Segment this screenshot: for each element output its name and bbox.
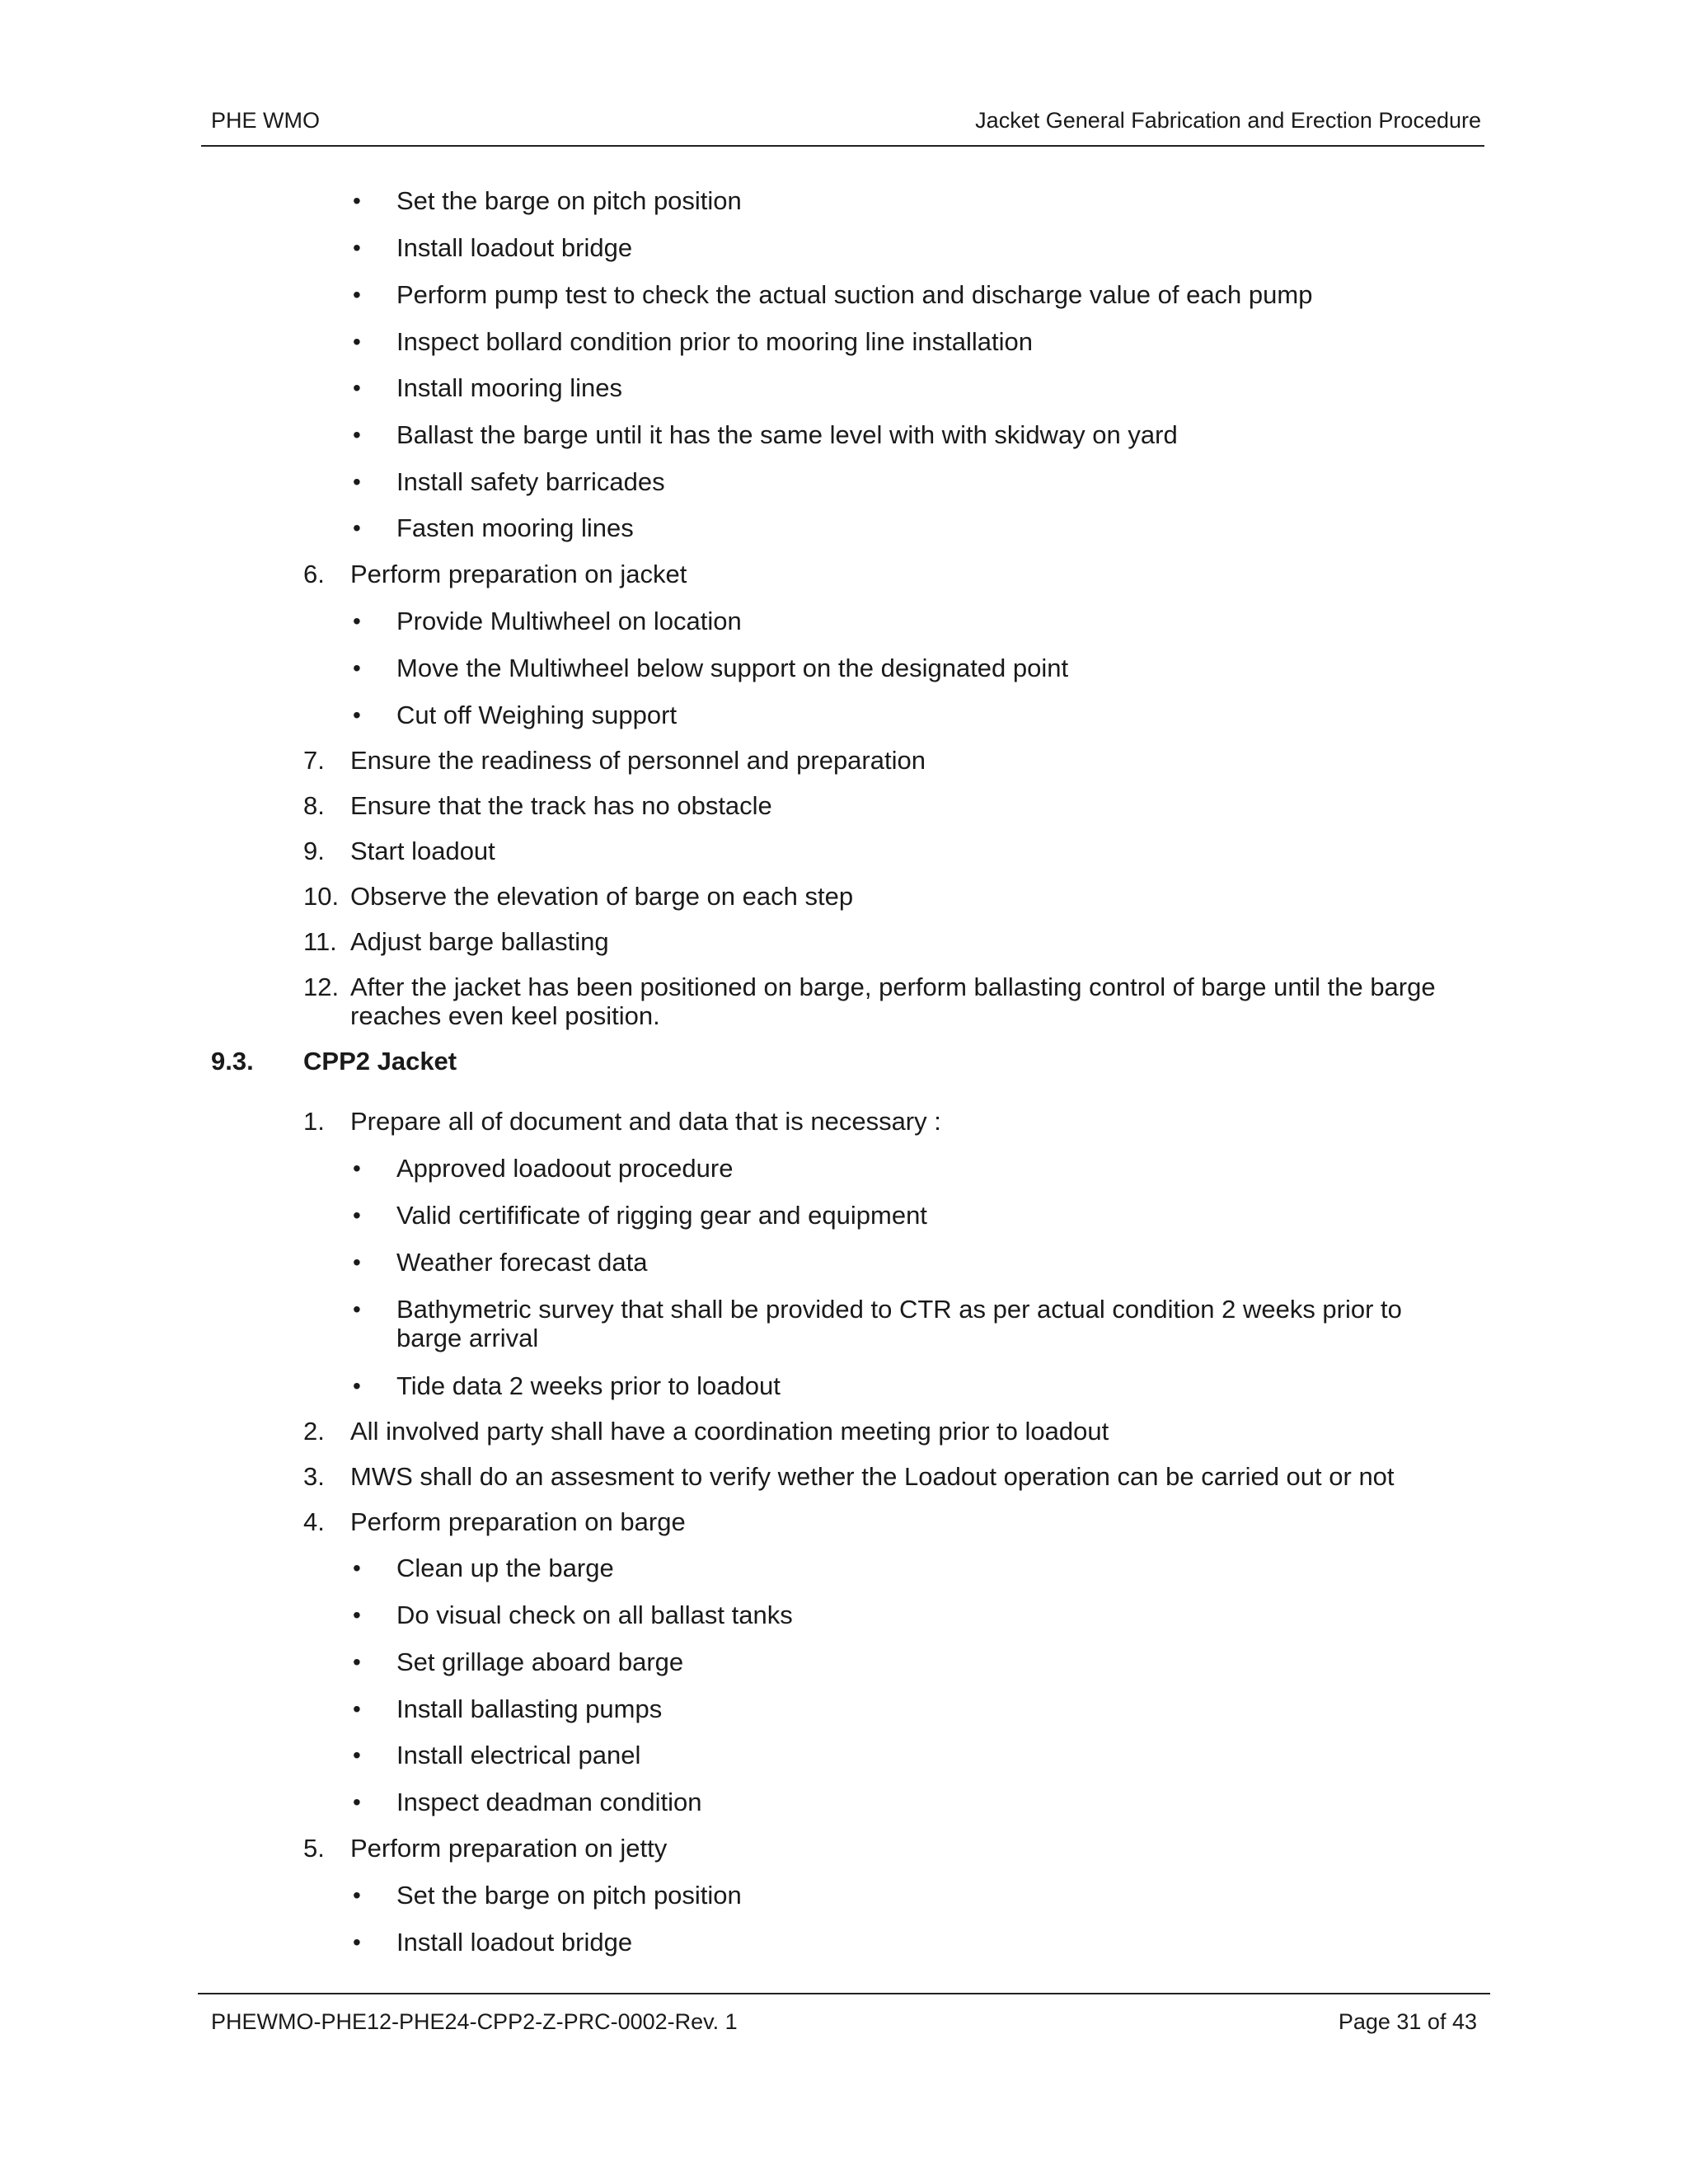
item-number: 11.	[303, 927, 337, 956]
bullet-mark: •	[353, 422, 361, 448]
header-left: PHE WMO	[211, 108, 320, 133]
item-number: 7.	[303, 746, 325, 775]
bullet-text: Do visual check on all ballast tanks	[396, 1601, 793, 1629]
item-number: 4.	[303, 1507, 325, 1536]
header-right: Jacket General Fabrication and Erection Procedure	[975, 108, 1481, 133]
item-text: Prepare all of document and data that is necessary :	[350, 1107, 941, 1136]
bullet-text: Bathymetric survey that shall be provided to CTR as per actual condition 2 weeks prior to	[396, 1295, 1402, 1324]
bullet-mark: •	[353, 608, 361, 634]
bullet-mark: •	[353, 1602, 361, 1628]
bullet-mark: •	[353, 1155, 361, 1181]
bullet-text: Ballast the barge until it has the same level with with skidway on yard	[396, 420, 1178, 449]
bullet-text: Move the Multiwheel below support on the designated point	[396, 654, 1069, 682]
footer-page-number: Page 31 of 43	[1338, 2009, 1477, 2034]
item-text: MWS shall do an assesment to verify wether the Loadout operation can be carried out or not	[350, 1462, 1395, 1491]
bullet-text: Clean up the barge	[396, 1554, 614, 1582]
item-number: 12.	[303, 972, 340, 1001]
item-text: reaches even keel position.	[350, 1001, 660, 1030]
item-number: 5.	[303, 1834, 325, 1863]
bullet-mark: •	[353, 188, 361, 213]
bullet-text: Approved loadoout procedure	[396, 1154, 734, 1183]
bullet-mark: •	[353, 1789, 361, 1815]
item-number: 1.	[303, 1107, 325, 1136]
item-text: Ensure the readiness of personnel and preparation	[350, 746, 926, 775]
bullet-text: Set the barge on pitch position	[396, 1881, 742, 1910]
item-number: 8.	[303, 791, 325, 820]
bullet-text: Perform pump test to check the actual suction and discharge value of each pump	[396, 280, 1313, 309]
item-number: 6.	[303, 560, 325, 588]
bullet-text: Cut off Weighing support	[396, 701, 678, 729]
section-number: 9.3.	[211, 1047, 254, 1076]
bullet-text: Inspect bollard condition prior to mooring line installation	[396, 327, 1033, 356]
bullet-text: Set the barge on pitch position	[396, 186, 742, 215]
bullet-mark: •	[353, 1249, 361, 1275]
bullet-mark: •	[353, 515, 361, 541]
item-number: 10.	[303, 882, 340, 911]
bullet-text: Tide data 2 weeks prior to loadout	[396, 1371, 781, 1400]
footer-rule	[198, 1993, 1490, 1994]
item-text: After the jacket has been positioned on barge, perform ballasting control of barge until the barge	[350, 972, 1436, 1001]
bullet-mark: •	[353, 1929, 361, 1955]
item-text: Perform preparation on barge	[350, 1507, 686, 1536]
item-number: 9.	[303, 837, 325, 865]
section-title: CPP2 Jacket	[303, 1047, 457, 1076]
item-text: Perform preparation on jetty	[350, 1834, 668, 1863]
bullet-mark: •	[353, 1696, 361, 1722]
item-text: All involved party shall have a coordination meeting prior to loadout	[350, 1417, 1109, 1446]
item-number: 2.	[303, 1417, 325, 1446]
bullet-text: Install loadout bridge	[396, 233, 633, 262]
item-text: Ensure that the track has no obstacle	[350, 791, 772, 820]
bullet-mark: •	[353, 375, 361, 401]
bullet-text: barge arrival	[396, 1324, 539, 1352]
item-text: Start loadout	[350, 837, 495, 865]
bullet-mark: •	[353, 1373, 361, 1399]
bullet-mark: •	[353, 329, 361, 354]
bullet-text: Set grillage aboard barge	[396, 1647, 684, 1676]
bullet-mark: •	[353, 702, 361, 728]
bullet-text: Provide Multiwheel on location	[396, 607, 742, 635]
bullet-mark: •	[353, 1742, 361, 1768]
bullet-mark: •	[353, 235, 361, 260]
bullet-mark: •	[353, 1555, 361, 1581]
bullet-text: Valid certifificate of rigging gear and equipment	[396, 1201, 927, 1230]
bullet-mark: •	[353, 1296, 361, 1322]
bullet-text: Install loadout bridge	[396, 1928, 633, 1957]
bullet-text: Install mooring lines	[396, 373, 622, 402]
bullet-mark: •	[353, 1882, 361, 1908]
item-text: Observe the elevation of barge on each step	[350, 882, 854, 911]
bullet-text: Install electrical panel	[396, 1741, 641, 1769]
bullet-text: Install ballasting pumps	[396, 1694, 663, 1723]
bullet-text: Fasten mooring lines	[396, 513, 634, 542]
item-text: Perform preparation on jacket	[350, 560, 687, 588]
bullet-text: Inspect deadman condition	[396, 1788, 702, 1816]
item-number: 3.	[303, 1462, 325, 1491]
bullet-mark: •	[353, 469, 361, 494]
bullet-mark: •	[353, 655, 361, 681]
bullet-mark: •	[353, 1649, 361, 1675]
header-rule	[201, 145, 1484, 147]
footer-document-number: PHEWMO-PHE12-PHE24-CPP2-Z-PRC-0002-Rev. 1	[211, 2009, 738, 2034]
item-text: Adjust barge ballasting	[350, 927, 609, 956]
bullet-text: Install safety barricades	[396, 467, 665, 496]
bullet-mark: •	[353, 1202, 361, 1228]
bullet-mark: •	[353, 282, 361, 307]
bullet-text: Weather forecast data	[396, 1248, 648, 1277]
